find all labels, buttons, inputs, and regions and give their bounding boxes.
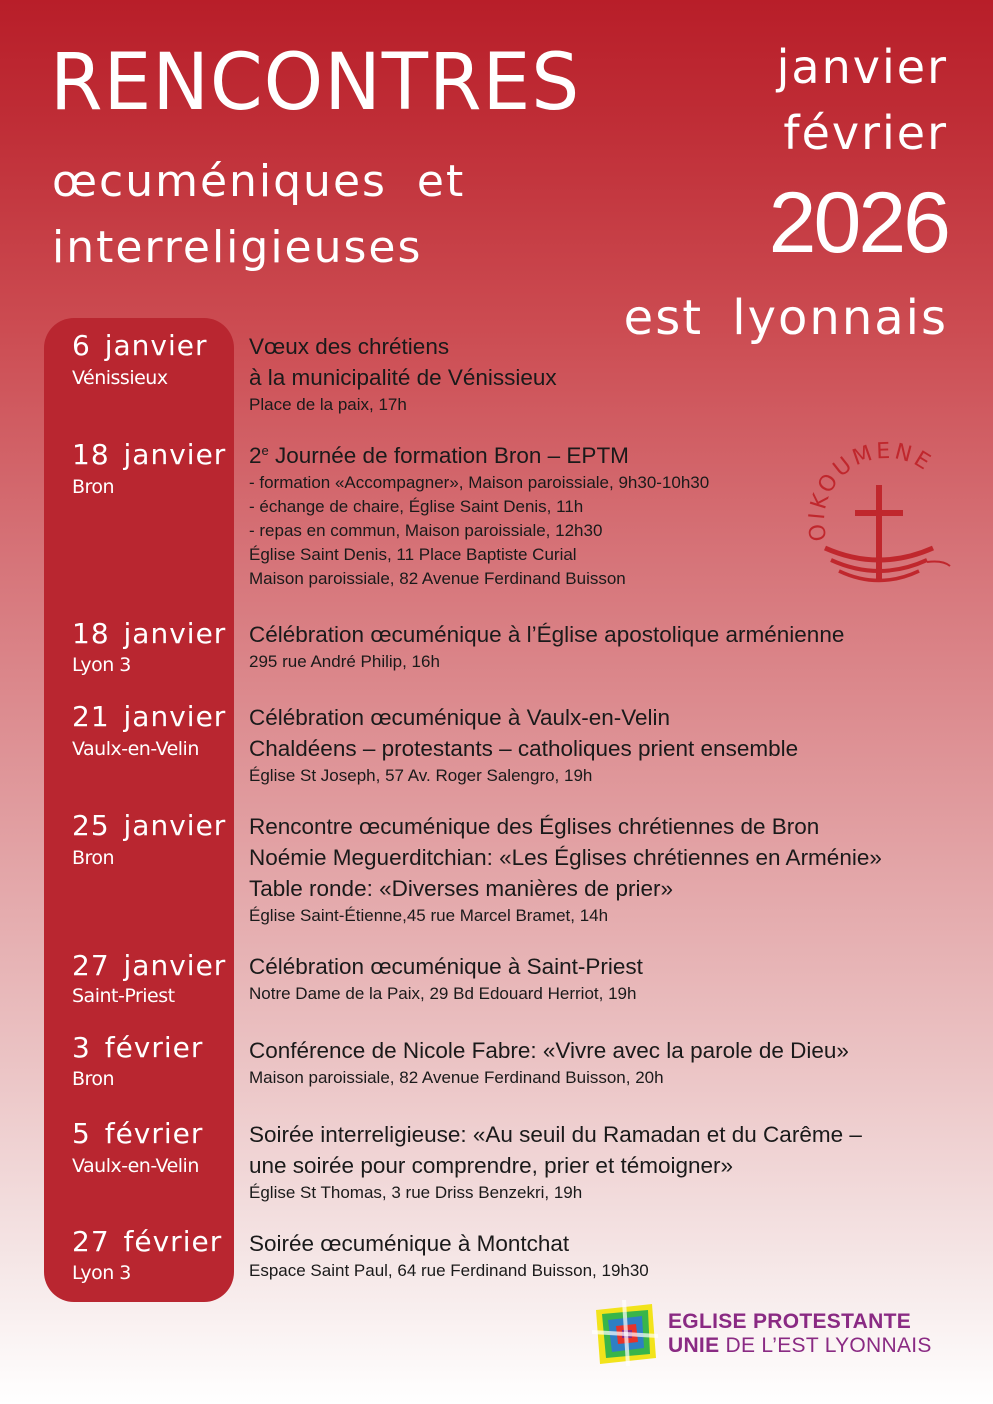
event-line: Célébration œcuménique à l’Église apostolique arménienne xyxy=(249,622,845,647)
event-date: 6 janvier xyxy=(72,329,208,362)
svg-text:OIKOUMENE xyxy=(805,439,937,543)
event-9 xyxy=(249,1228,649,1283)
event-detail: Maison paroissiale, 82 Avenue Ferdinand Buisson xyxy=(249,569,626,588)
event-date: 3 février xyxy=(72,1031,204,1064)
oikoumene-logo-text: OIKOUMENE xyxy=(805,438,937,543)
month-february: février xyxy=(783,106,948,160)
event-line: à la municipalité de Vénissieux xyxy=(249,365,557,390)
event-place: Bron xyxy=(72,476,115,498)
event-line: Rencontre œcuménique des Églises chrétiennes de Bron xyxy=(249,814,820,839)
event-detail: Église Saint Denis, 11 Place Baptiste Curial xyxy=(249,545,577,564)
event-date: 5 février xyxy=(72,1117,204,1150)
event-place: Bron xyxy=(72,1068,115,1090)
event-3 xyxy=(249,619,844,674)
event-line: une soirée pour comprendre, prier et témoigner» xyxy=(249,1153,734,1178)
epu-logo-mark xyxy=(592,1300,658,1366)
region: est lyonnais xyxy=(623,290,948,346)
epu-logo xyxy=(592,1300,952,1370)
event-detail: Notre Dame de la Paix, 29 Bd Edouard Herriot, 19h xyxy=(249,984,637,1003)
event-detail: Église Saint-Étienne,45 rue Marcel Bramet, 14h xyxy=(249,906,609,925)
event-detail: - échange de chaire, Église Saint Denis, 11h xyxy=(249,497,584,516)
event-detail: Église St Joseph, 57 Av. Roger Salengro, 19h xyxy=(249,766,593,785)
event-date: 27 janvier xyxy=(72,949,227,982)
event-detail: Maison paroissiale, 82 Avenue Ferdinand Buisson, 20h xyxy=(249,1068,664,1087)
subtitle-line-1: œcuméniques et xyxy=(52,156,466,207)
event-place: Vénissieux xyxy=(72,367,168,389)
event-6 xyxy=(249,951,643,1006)
page-title: RENCONTRES xyxy=(50,38,581,128)
event-place: Vaulx-en-Velin xyxy=(72,1155,199,1177)
event-place: Lyon 3 xyxy=(72,654,131,676)
event-place: Lyon 3 xyxy=(72,1262,131,1284)
event-date: 25 janvier xyxy=(72,809,227,842)
event-line: Conférence de Nicole Fabre: «Vivre avec la parole de Dieu» xyxy=(249,1038,849,1063)
event-detail: Espace Saint Paul, 64 rue Ferdinand Buisson, 19h30 xyxy=(249,1261,649,1280)
year: 2026 xyxy=(768,175,948,271)
event-8 xyxy=(249,1119,862,1205)
event-detail: Église St Thomas, 3 rue Driss Benzekri, 19h xyxy=(249,1183,583,1202)
epu-line-2: UNIE DE L’EST LYONNAIS xyxy=(668,1334,932,1357)
event-2 xyxy=(249,440,709,591)
event-detail: 295 rue André Philip, 16h xyxy=(249,652,440,671)
event-place: Vaulx-en-Velin xyxy=(72,738,199,760)
event-line: Chaldéens – protestants – catholiques prient ensemble xyxy=(249,736,799,761)
event-date: 27 février xyxy=(72,1225,223,1258)
event-line: Vœux des chrétiens xyxy=(249,334,450,359)
event-date: 18 janvier xyxy=(72,438,227,471)
event-line: Table ronde: «Diverses manières de prier» xyxy=(249,876,673,901)
event-5 xyxy=(249,811,882,928)
event-line: Soirée interreligieuse: «Au seuil du Ramadan et du Carême – xyxy=(249,1122,862,1147)
epu-line-1: EGLISE PROTESTANTE xyxy=(668,1310,912,1333)
event-1 xyxy=(249,331,557,417)
event-7 xyxy=(249,1035,849,1090)
event-4 xyxy=(249,702,798,788)
event-title: 2e Journée de formation Bron – EPTM xyxy=(249,443,629,468)
event-line: Célébration œcuménique à Vaulx-en-Velin xyxy=(249,705,671,730)
event-line: Soirée œcuménique à Montchat xyxy=(249,1231,570,1256)
event-line: Célébration œcuménique à Saint-Priest xyxy=(249,954,643,979)
event-place: Bron xyxy=(72,847,115,869)
event-place: Saint-Priest xyxy=(72,985,175,1007)
event-line: Noémie Meguerditchian: «Les Églises chrétiennes en Arménie» xyxy=(249,845,882,870)
epu-logo-text xyxy=(668,1310,932,1358)
oikoumene-logo xyxy=(805,430,955,595)
event-detail: - formation «Accompagner», Maison paroissiale, 9h30-10h30 xyxy=(249,473,710,492)
month-january: janvier xyxy=(776,40,948,94)
event-date: 18 janvier xyxy=(72,617,227,650)
event-detail: - repas en commun, Maison paroissiale, 12h30 xyxy=(249,521,603,540)
event-date: 21 janvier xyxy=(72,700,227,733)
subtitle-line-2: interreligieuses xyxy=(52,222,423,273)
event-detail: Place de la paix, 17h xyxy=(249,395,407,414)
